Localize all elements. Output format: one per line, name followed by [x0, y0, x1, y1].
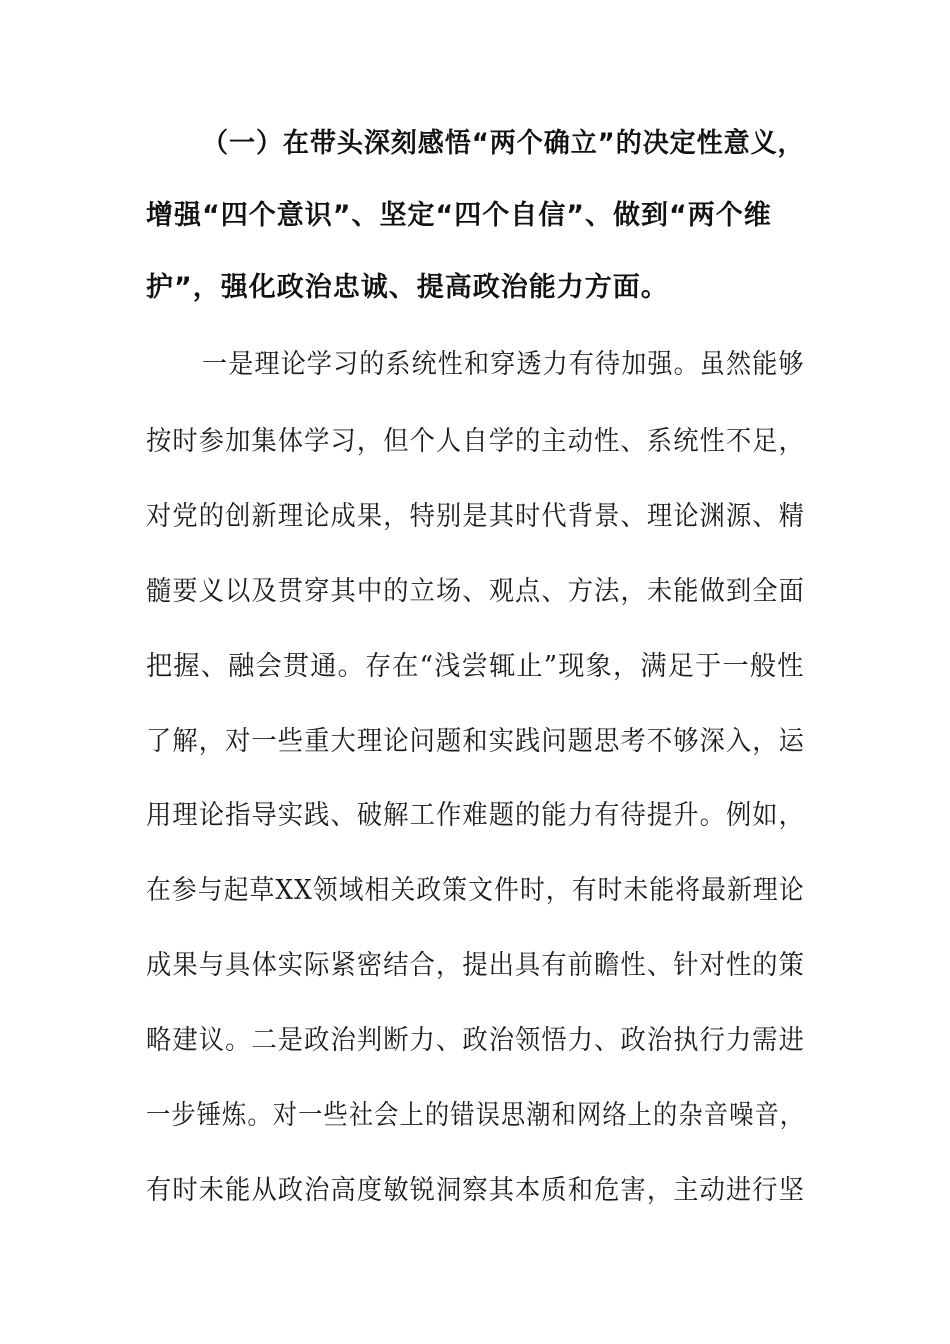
- body-line-6: 了解，对一些重大理论问题和实践问题思考不够深入，运: [146, 726, 806, 757]
- body-line-8: 在参与起草XX领域相关政策文件时，有时未能将最新理论: [146, 875, 805, 906]
- body-line-7: 用理论指导实践、破解工作难题的能力有待提升。例如，: [146, 800, 806, 831]
- body-line-2: 按时参加集体学习，但个人自学的主动性、系统性不足，: [146, 426, 806, 457]
- body-line-12: 有时未能从政治高度敏锐洞察其本质和危害，主动进行坚: [146, 1175, 806, 1206]
- body-line-11: 一步锤炼。对一些社会上的错误思潮和网络上的杂音噪音，: [146, 1100, 806, 1131]
- body-line-1: 一是理论学习的系统性和穿透力有待加强。虽然能够: [202, 349, 805, 380]
- body-line-3: 对党的创新理论成果，特别是其时代背景、理论渊源、精: [146, 501, 806, 532]
- section-heading-line-3: 护”，强化政治忠诚、提高政治能力方面。: [146, 272, 669, 303]
- body-line-10: 略建议。二是政治判断力、政治领悟力、政治执行力需进: [146, 1025, 806, 1056]
- section-heading-line-2: 增强“四个意识”、坚定“四个自信”、做到“两个维: [146, 200, 772, 231]
- section-heading-line-1: （一）在带头深刻感悟“两个确立”的决定性意义，: [202, 128, 805, 159]
- body-line-4: 髓要义以及贯穿其中的立场、观点、方法，未能做到全面: [146, 576, 806, 607]
- body-line-9: 成果与具体实际紧密结合，提出具有前瞻性、针对性的策: [146, 950, 806, 981]
- body-line-5: 把握、融会贯通。存在“浅尝辄止”现象，满足于一般性: [146, 651, 805, 682]
